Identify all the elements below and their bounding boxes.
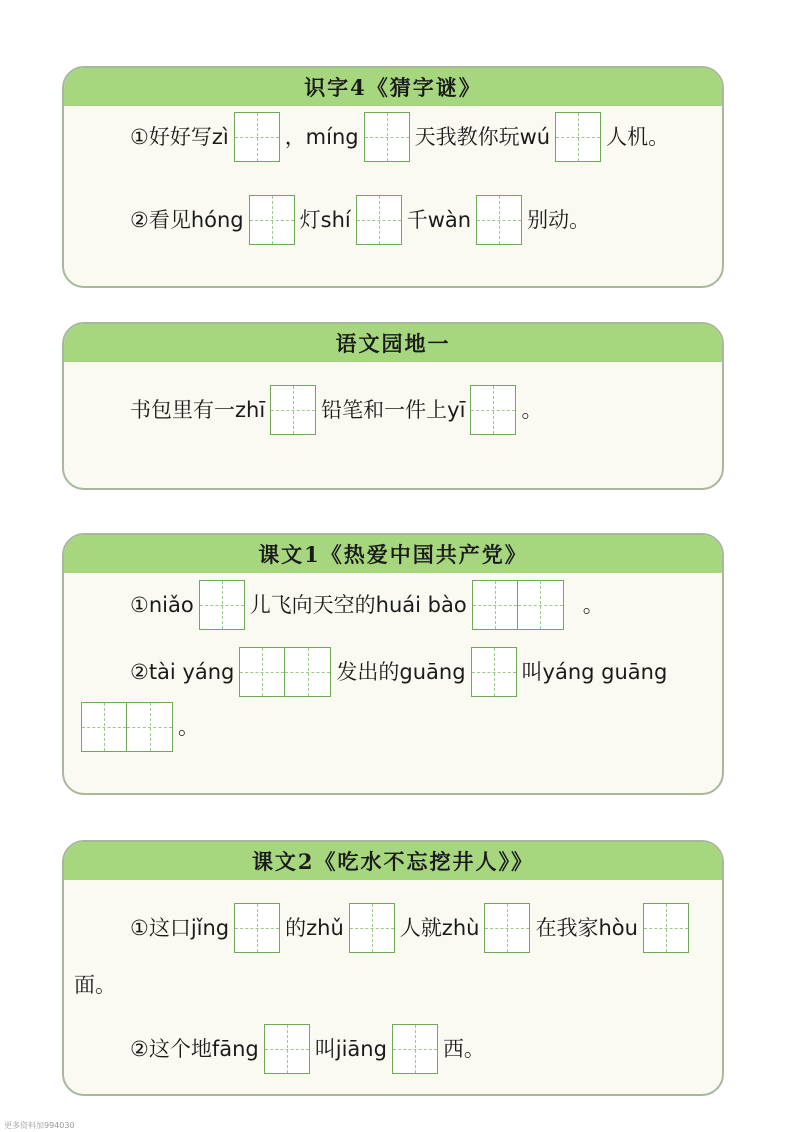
question-line — [128, 385, 544, 435]
writing-box[interactable] — [364, 112, 410, 162]
line-text: 书包里有一zhī — [130, 397, 266, 422]
tianzige-cell[interactable] — [264, 1024, 310, 1074]
writing-box[interactable] — [234, 112, 280, 162]
tianzige-cell[interactable] — [643, 903, 689, 953]
line-text: 人就zhù — [399, 915, 480, 940]
writing-box[interactable] — [476, 195, 522, 245]
writing-box[interactable] — [471, 647, 517, 697]
line-text: ②tài yáng — [130, 659, 235, 684]
section-title-3: 课文1《热爱中国共产党》 — [64, 535, 722, 573]
tianzige-cell[interactable] — [81, 702, 127, 752]
line-text: ①好好写zì — [130, 124, 229, 149]
writing-box[interactable] — [470, 385, 516, 435]
line-text: 天我教你玩wú — [414, 124, 551, 149]
line-text: 。 — [178, 714, 199, 739]
line-text: 西。 — [442, 1036, 485, 1061]
tianzige-cell[interactable] — [270, 385, 316, 435]
line-text: 别动。 — [527, 207, 591, 232]
tianzige-cell[interactable] — [472, 580, 518, 630]
section-title-4: 课文2《吃水不忘挖井人》》 — [64, 842, 722, 880]
line-text: 发出的guāng — [336, 659, 466, 684]
writing-box[interactable] — [270, 385, 316, 435]
line-text: ②看见hóng — [130, 207, 244, 232]
writing-box[interactable] — [555, 112, 601, 162]
tianzige-cell[interactable] — [285, 647, 331, 697]
tianzige-cell[interactable] — [349, 903, 395, 953]
tianzige-cell[interactable] — [239, 647, 285, 697]
tianzige-cell[interactable] — [470, 385, 516, 435]
line-text: 面。 — [74, 973, 116, 997]
question-line — [72, 975, 118, 996]
writing-box[interactable] — [199, 580, 245, 630]
tianzige-cell[interactable] — [199, 580, 245, 630]
question-line — [128, 195, 592, 245]
question-line — [128, 112, 671, 162]
tianzige-cell[interactable] — [518, 580, 564, 630]
footer-watermark: 更多资料加994030 — [4, 1121, 75, 1130]
tianzige-cell[interactable] — [234, 112, 280, 162]
line-text: 。 — [521, 397, 543, 422]
line-text: ①niǎo — [130, 592, 194, 617]
writing-box[interactable] — [472, 580, 564, 630]
line-text: 。 — [582, 592, 604, 617]
question-line — [78, 702, 201, 752]
tianzige-cell[interactable] — [249, 195, 295, 245]
question-line — [128, 580, 606, 630]
writing-box[interactable] — [249, 195, 295, 245]
writing-box[interactable] — [349, 903, 395, 953]
tianzige-cell[interactable] — [364, 112, 410, 162]
question-line — [128, 903, 692, 953]
line-text: 灯shí — [299, 207, 351, 232]
writing-box[interactable] — [264, 1024, 310, 1074]
writing-box[interactable] — [239, 647, 331, 697]
question-line — [128, 1024, 487, 1074]
line-text: ②这个地fāng — [130, 1036, 259, 1061]
line-text: 在我家hòu — [535, 915, 638, 940]
line-text: ，míng — [284, 124, 359, 149]
writing-box[interactable] — [643, 903, 689, 953]
line-text: ①这口jǐng — [130, 915, 230, 940]
writing-box[interactable] — [484, 903, 530, 953]
line-text: 叫yáng guāng — [521, 659, 668, 684]
tianzige-cell[interactable] — [392, 1024, 438, 1074]
line-text: 人机。 — [606, 124, 670, 149]
question-line — [128, 647, 669, 697]
tianzige-cell[interactable] — [471, 647, 517, 697]
writing-box[interactable] — [392, 1024, 438, 1074]
tianzige-cell[interactable] — [127, 702, 173, 752]
tianzige-cell[interactable] — [555, 112, 601, 162]
tianzige-cell[interactable] — [476, 195, 522, 245]
writing-box[interactable] — [356, 195, 402, 245]
line-text: 千wàn — [406, 207, 472, 232]
section-card-1 — [62, 66, 724, 288]
line-text: 铅笔和一件上yī — [321, 397, 466, 422]
tianzige-cell[interactable] — [234, 903, 280, 953]
section-title-2: 语文园地一 — [64, 324, 722, 362]
writing-box[interactable] — [81, 702, 173, 752]
section-title-1: 识字4《猜字谜》 — [64, 68, 722, 106]
tianzige-cell[interactable] — [356, 195, 402, 245]
tianzige-cell[interactable] — [484, 903, 530, 953]
line-text: 儿飞向天空的huái bào — [249, 592, 467, 617]
writing-box[interactable] — [234, 903, 280, 953]
line-text: 叫jiāng — [314, 1036, 387, 1061]
line-text: 的zhǔ — [285, 915, 344, 940]
